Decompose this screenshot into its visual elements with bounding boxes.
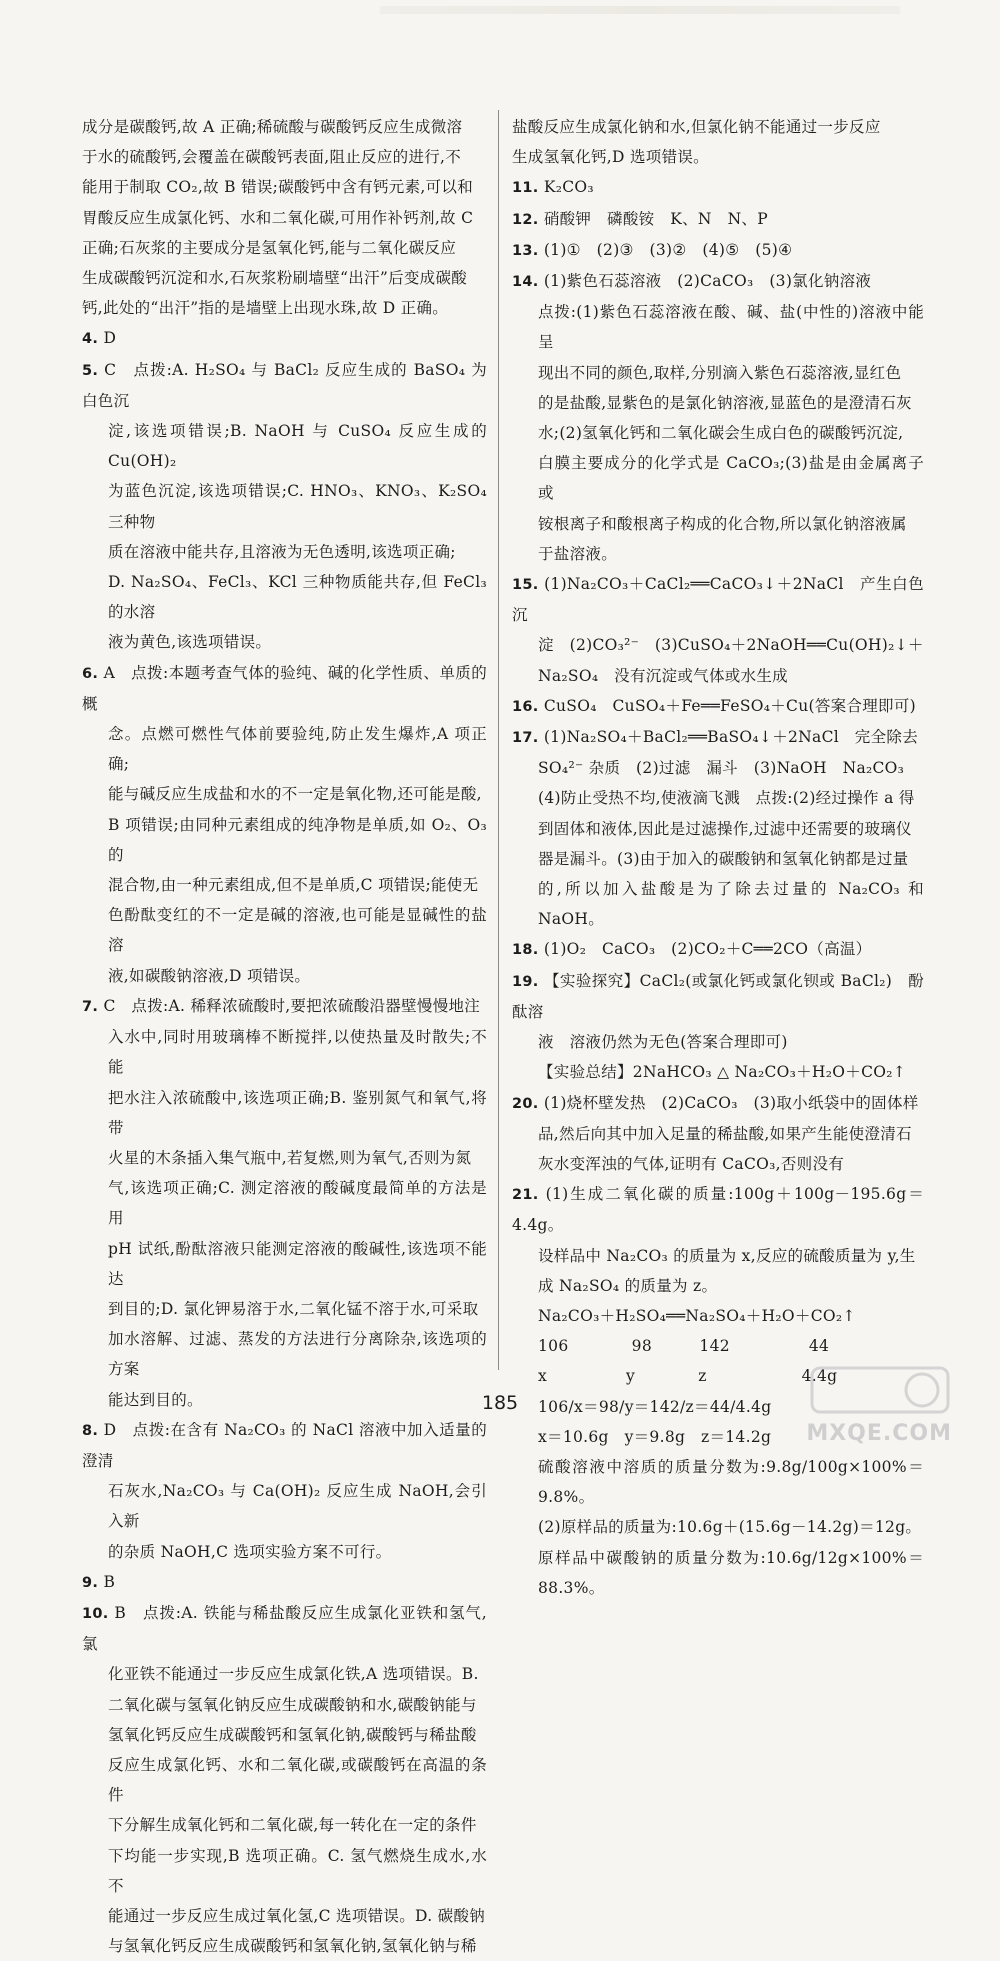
answer-line xyxy=(82,1931,487,1961)
answer-text: pH 试纸,酚酞溶液只能测定溶液的酸碱性,该选项不能达 xyxy=(108,1239,487,1288)
answer-text: 下均能一步实现,B 选项正确。C. 氢气燃烧生成水,水不 xyxy=(108,1846,487,1895)
answer-line xyxy=(82,1810,487,1840)
answer-text: B xyxy=(103,1572,116,1591)
answer-text: 的,所以加入盐酸是为了除去过量的 Na₂CO₃ 和 NaOH。 xyxy=(538,880,924,929)
answer-line xyxy=(82,719,487,779)
answer-line xyxy=(512,358,924,388)
answer-q20 xyxy=(512,1088,924,1180)
answer-line xyxy=(512,1179,924,1240)
answer-line xyxy=(82,1083,487,1143)
answer-text: D. Na₂SO₄、FeCl₃、KCl 三种物质能共存,但 FeCl₃ 的水溶 xyxy=(108,573,487,622)
answer-line xyxy=(82,961,487,991)
answer-line xyxy=(82,1476,487,1536)
answer-text: 106/x＝98/y＝142/z＝44/4.4g xyxy=(538,1397,772,1416)
answer-line xyxy=(512,509,924,539)
answer-text: (4)防止受热不均,使液滴飞溅 点拨:(2)经过操作 a 得 xyxy=(538,789,915,808)
answer-text: 【实验探究】CaCl₂(或氯化钙或氯化钡或 BaCl₂) 酚酞溶 xyxy=(512,971,924,1021)
answer-q7 xyxy=(82,991,487,1415)
answer-line xyxy=(512,1088,924,1119)
answer-line xyxy=(512,1452,924,1512)
answer-q4 xyxy=(82,323,487,354)
answer-line xyxy=(82,263,487,293)
question-number: 17. xyxy=(512,730,539,747)
answer-line xyxy=(512,1271,924,1301)
answer-line xyxy=(512,142,924,172)
answer-line xyxy=(82,112,487,142)
answer-text: 硫酸溶液中溶质的质量分数为:9.8g/100g×100%＝9.8%。 xyxy=(538,1457,924,1507)
answer-q12 xyxy=(512,204,924,235)
answer-text: 能与碱反应生成盐和水的不一定是氧化物,还可能是酸, xyxy=(108,785,482,804)
answer-line xyxy=(82,1567,487,1598)
question-number: 14. xyxy=(512,274,539,291)
answer-line xyxy=(82,172,487,202)
answer-text: 铵根离子和酸根离子构成的化合物,所以氯化钠溶液属 xyxy=(538,514,907,533)
answer-text: (1)生成二氧化碳的质量:100g＋100g－195.6g＝4.4g。 xyxy=(512,1185,924,1235)
answer-line xyxy=(512,539,924,569)
answer-line xyxy=(512,1057,924,1087)
answer-line xyxy=(82,1234,487,1294)
answer-line xyxy=(512,1301,924,1331)
answer-line xyxy=(512,235,924,266)
answer-line xyxy=(512,722,924,753)
watermark xyxy=(806,1370,980,1460)
answer-text: 能通过一步反应生成过氧化氢,C 选项错误。D. 碳酸钠 xyxy=(108,1906,486,1925)
answer-line xyxy=(82,1173,487,1233)
answer-q19 xyxy=(512,966,924,1088)
answer-line xyxy=(82,900,487,960)
answer-q15 xyxy=(512,569,924,691)
answer-line xyxy=(82,1537,487,1567)
answer-text: 加水溶解、过滤、蒸发的方法进行分离除杂,该选项的方案 xyxy=(108,1330,487,1379)
answer-q17 xyxy=(512,722,924,934)
answer-line xyxy=(82,142,487,172)
answer-text: 现出不同的颜色,取样,分别滴入紫色石蕊溶液,显红色 xyxy=(538,363,902,382)
answer-text: 【实验总结】2NaHCO₃ △ Na₂CO₃＋H₂O＋CO₂↑ xyxy=(538,1063,907,1082)
answer-q14 xyxy=(512,266,924,569)
answer-line xyxy=(82,627,487,657)
answer-text: (1)紫色石蕊溶液 (2)CaCO₃ (3)氯化钠溶液 xyxy=(543,272,872,291)
answer-text: CuSO₄ CuSO₄＋Fe══FeSO₄＋Cu(答案合理即可) xyxy=(543,696,916,715)
answer-text: 生成碳酸钙沉淀和水,石灰浆粉刷墙壁“出汗”后变成碳酸 xyxy=(82,269,468,288)
answer-line xyxy=(512,266,924,297)
answer-text: Na₂SO₄ 没有沉淀或气体或水生成 xyxy=(538,666,788,685)
answer-line xyxy=(82,323,487,354)
answer-line xyxy=(82,537,487,567)
answer-line xyxy=(512,569,924,630)
question-number: 10. xyxy=(82,1605,109,1622)
answer-line xyxy=(82,1659,487,1689)
left-column xyxy=(82,112,487,1961)
answer-text: 化亚铁不能通过一步反应生成氯化铁,A 选项错误。B. xyxy=(108,1665,479,1684)
answer-line xyxy=(512,418,924,448)
question-number: 8. xyxy=(82,1422,99,1439)
answer-text: 盐酸反应生成氯化钠和水,但氯化钠不能通过一步反应 xyxy=(512,118,881,136)
answer-text: 到目的;D. 氯化钾易溶于水,二氧化锰不溶于水,可采取 xyxy=(108,1299,479,1318)
answer-text: D 点拨:在含有 Na₂CO₃ 的 NaCl 溶液中加入适量的澄清 xyxy=(82,1420,487,1470)
answer-line xyxy=(512,783,924,813)
answer-line xyxy=(82,1901,487,1931)
answer-text: 的杂质 NaOH,C 选项实验方案不可行。 xyxy=(108,1542,392,1561)
answer-line xyxy=(512,691,924,722)
answer-line xyxy=(512,753,924,783)
answer-q18 xyxy=(512,934,924,965)
answer-text: (1)O₂ CaCO₃ (2)CO₂＋C══2CO（高温） xyxy=(543,940,872,959)
answer-line xyxy=(512,1543,924,1603)
answer-q9 xyxy=(82,1567,487,1598)
answer-text: 二氧化碳与氢氧化钠反应生成碳酸钠和水,碳酸钠能与 xyxy=(108,1695,477,1714)
answer-text: 点拨:(1)紫色石蕊溶液在酸、碱、盐(中性的)溶液中能呈 xyxy=(538,303,924,352)
answer-line xyxy=(82,355,487,416)
answer-text: (2)原样品的质量为:10.6g＋(15.6g－14.2g)＝12g。 xyxy=(538,1518,922,1537)
answer-text: D xyxy=(103,329,117,348)
answer-text: B 点拨:A. 铁能与稀盐酸反应生成氯化亚铁和氢气,氯 xyxy=(82,1603,488,1654)
answer-text: 入水中,同时用玻璃棒不断搅拌,以使热量及时散失;不能 xyxy=(108,1028,487,1077)
answer-text: x＝10.6g y＝9.8g z＝14.2g xyxy=(538,1427,772,1446)
answer-text: (1)① (2)③ (3)② (4)⑤ (5)④ xyxy=(543,240,793,259)
question-number: 12. xyxy=(512,211,539,228)
answer-text: 成 Na₂SO₄ 的质量为 z。 xyxy=(538,1276,718,1295)
answer-text: 质在溶液中能共存,且溶液为无色透明,该选项正确; xyxy=(108,542,456,561)
answer-text: 反应生成氯化钙、水和二氧化碳,或碳酸钙在高温的条件 xyxy=(108,1755,487,1805)
answer-text: 能用于制取 CO₂,故 B 错误;碳酸钙中含有钙元素,可以和 xyxy=(82,178,474,197)
answer-text: 下分解生成氧化钙和二氧化碳,每一转化在一定的条件 xyxy=(108,1816,477,1835)
answer-text: 液 溶液仍然为无色(答案合理即可) xyxy=(538,1033,788,1052)
answer-line xyxy=(82,1841,487,1901)
answer-text: 到固体和液体,因此是过滤操作,过滤中还需要的玻璃仪 xyxy=(538,819,912,838)
answer-line xyxy=(82,476,487,536)
question-number: 4. xyxy=(82,331,99,348)
question-number: 20. xyxy=(512,1095,539,1112)
answer-text: (1)Na₂CO₃＋CaCl₂══CaCO₃↓＋2NaCl 产生白色沉 xyxy=(512,575,924,625)
answer-q13 xyxy=(512,235,924,266)
answer-text: 成分是碳酸钙,故 A 正确;稀硫酸与碳酸钙反应生成微溶 xyxy=(82,118,463,136)
answer-line xyxy=(82,233,487,263)
answer-line xyxy=(512,172,924,203)
answer-text: K₂CO₃ xyxy=(543,178,594,197)
answer-text: 色酚酞变红的不一定是碱的溶液,也可能是显碱性的盐溶 xyxy=(108,906,487,955)
answer-text: 淀,该选项错误;B. NaOH 与 CuSO₄ 反应生成的 Cu(OH)₂ xyxy=(108,422,487,471)
answer-text: 能达到目的。 xyxy=(108,1390,203,1409)
answer-line xyxy=(512,448,924,508)
question-number: 19. xyxy=(512,973,539,990)
answer-line xyxy=(512,1512,924,1542)
answer-line xyxy=(512,1149,924,1179)
answer-text: 淀 (2)CO₃²⁻ (3)CuSO₄＋2NaOH══Cu(OH)₂↓＋ xyxy=(538,636,924,655)
answer-text: 钙,此处的“出汗”指的是墙壁上出现水珠,故 D 正确。 xyxy=(82,299,449,318)
answer-text: SO₄²⁻ 杂质 (2)过滤 漏斗 (3)NaOH Na₂CO₃ xyxy=(538,759,905,778)
answer-q10cont xyxy=(512,112,924,172)
answer-text: 念。点燃可燃性气体前要验纯,防止发生爆炸,A 项正确; xyxy=(108,725,487,774)
answer-text: 液为黄色,该选项错误。 xyxy=(108,633,272,652)
answer-text: 液,如碳酸钠溶液,D 项错误。 xyxy=(108,966,311,985)
question-number: 13. xyxy=(512,242,539,259)
answer-line xyxy=(82,870,487,900)
answer-text: C 点拨:A. 稀释浓硫酸时,要把浓硫酸沿器壁慢慢地注 xyxy=(103,996,481,1015)
answer-line xyxy=(82,779,487,809)
answer-line xyxy=(512,1241,924,1271)
answer-q11 xyxy=(512,172,924,203)
answer-text: 氢氧化钙反应生成碳酸钙和氢氧化钠,碳酸钙与稀盐酸 xyxy=(108,1725,477,1744)
question-number: 21. xyxy=(512,1187,539,1204)
answer-line xyxy=(82,1143,487,1173)
answer-text: 器是漏斗。(3)由于加入的碳酸钠和氢氧化钠都是过量 xyxy=(538,849,909,868)
answer-line xyxy=(82,1598,487,1659)
answer-text: 生成氢氧化钙,D 选项错误。 xyxy=(512,148,709,167)
answer-line xyxy=(512,1027,924,1057)
answer-text: 水;(2)氢氧化钙和二氧化碳会生成白色的碳酸钙沉淀, xyxy=(538,424,904,443)
answer-text: Na₂CO₃＋H₂SO₄══Na₂SO₄＋H₂O＋CO₂↑ xyxy=(538,1306,856,1325)
answer-text: 106 98 142 44 xyxy=(538,1337,830,1356)
answer-line xyxy=(82,567,487,627)
answer-text: 火星的木条插入集气瓶中,若复燃,则为氧气,否则为氮 xyxy=(108,1148,472,1167)
answer-line xyxy=(512,844,924,874)
answer-text: 把水注入浓硫酸中,该选项正确;B. 鉴别氮气和氧气,将带 xyxy=(108,1088,487,1137)
answer-text: 原样品中碳酸钠的质量分数为:10.6g/12g×100%＝88.3%。 xyxy=(538,1548,924,1597)
watermark-logo-icon xyxy=(810,1366,950,1414)
answer-q3cont xyxy=(82,112,487,323)
answer-line xyxy=(512,630,924,660)
answer-text: 为蓝色沉淀,该选项错误;C. HNO₃、KNO₃、K₂SO₄ 三种物 xyxy=(108,482,487,531)
answer-q5 xyxy=(82,355,487,658)
answer-line xyxy=(82,416,487,476)
answer-line xyxy=(82,1720,487,1750)
answer-text: 于盐溶液。 xyxy=(538,544,618,563)
answer-line xyxy=(82,1690,487,1720)
answer-line xyxy=(82,1324,487,1384)
question-number: 6. xyxy=(82,665,99,682)
answer-line xyxy=(82,203,487,233)
question-number: 16. xyxy=(512,698,539,715)
answer-line xyxy=(82,658,487,719)
answer-text: 硝酸钾 磷酸铵 K、N N、P xyxy=(543,209,768,228)
answer-line xyxy=(512,388,924,418)
question-number: 18. xyxy=(512,942,539,959)
answer-line xyxy=(512,661,924,691)
answer-text: 于水的硫酸钙,会覆盖在碳酸钙表面,阻止反应的进行,不 xyxy=(82,148,462,167)
answer-line xyxy=(512,112,924,142)
answer-line xyxy=(512,934,924,965)
answer-line xyxy=(512,874,924,934)
answer-line xyxy=(82,1294,487,1324)
answer-text: 正确;石灰浆的主要成分是氢氧化钙,能与二氧化碳反应 xyxy=(82,238,457,257)
answer-text: 石灰水,Na₂CO₃ 与 Ca(OH)₂ 反应生成 NaOH,会引入新 xyxy=(108,1482,487,1531)
answer-text: 灰水变浑浊的气体,证明有 CaCO₃,否则没有 xyxy=(538,1154,845,1173)
answer-q16 xyxy=(512,691,924,722)
answer-text: 混合物,由一种元素组成,但不是单质,C 项错误;能使无 xyxy=(108,876,479,895)
answer-text: 设样品中 Na₂CO₃ 的质量为 x,反应的硫酸质量为 y,生 xyxy=(538,1246,916,1265)
question-number: 5. xyxy=(82,362,99,379)
column-divider xyxy=(498,110,499,1370)
answer-line xyxy=(512,1331,924,1361)
answer-q8 xyxy=(82,1415,487,1567)
answer-line xyxy=(82,293,487,323)
answer-text: B 项错误;由同种元素组成的纯净物是单质,如 O₂、O₃ 的 xyxy=(108,815,487,864)
answer-text: 白膜主要成分的化学式是 CaCO₃;(3)盐是由金属离子或 xyxy=(538,454,924,503)
watermark-text: MXQE.COM xyxy=(806,1421,952,1446)
answer-text: 气,该选项正确;C. 测定溶液的酸碱度最简单的方法是用 xyxy=(108,1179,487,1228)
question-number: 9. xyxy=(82,1574,99,1591)
answer-text: 的是盐酸,显紫色的是氯化钠溶液,显蓝色的是澄清石灰 xyxy=(538,393,912,412)
answer-line xyxy=(512,966,924,1027)
answer-text: 与氢氧化钙反应生成碳酸钙和氢氧化钠,氢氧化钠与稀 xyxy=(108,1937,477,1956)
answer-line xyxy=(82,991,487,1022)
answer-line xyxy=(512,814,924,844)
answer-line xyxy=(82,1022,487,1082)
answer-line xyxy=(82,1750,487,1810)
answer-text: A 点拨:本题考查气体的验纯、碱的化学性质、单质的概 xyxy=(82,663,487,713)
answer-line xyxy=(512,204,924,235)
question-number: 15. xyxy=(512,577,539,594)
answer-text: 品,然后向其中加入足量的稀盐酸,如果产生能使澄清石 xyxy=(538,1124,912,1143)
answer-text: 胃酸反应生成氯化钙、水和二氧化碳,可用作补钙剂,故 C xyxy=(82,208,474,227)
answer-text: (1)Na₂SO₄＋BaCl₂══BaSO₄↓＋2NaCl 完全除去 xyxy=(543,728,919,747)
answer-line xyxy=(82,1415,487,1476)
answer-text: (1)烧杯壁发热 (2)CaCO₃ (3)取小纸袋中的固体样 xyxy=(543,1093,919,1112)
page-number: 185 xyxy=(481,1392,519,1414)
answer-line xyxy=(512,1119,924,1149)
answer-text: C 点拨:A. H₂SO₄ 与 BaCl₂ 反应生成的 BaSO₄ 为白色沉 xyxy=(82,360,487,410)
answer-line xyxy=(512,297,924,357)
answer-text: x y z 4.4g xyxy=(538,1367,838,1386)
question-number: 7. xyxy=(82,998,99,1015)
scan-artifact xyxy=(380,6,900,14)
answer-line xyxy=(82,810,487,870)
answer-q10 xyxy=(82,1598,487,1961)
question-number: 11. xyxy=(512,180,539,197)
answer-q6 xyxy=(82,658,487,991)
